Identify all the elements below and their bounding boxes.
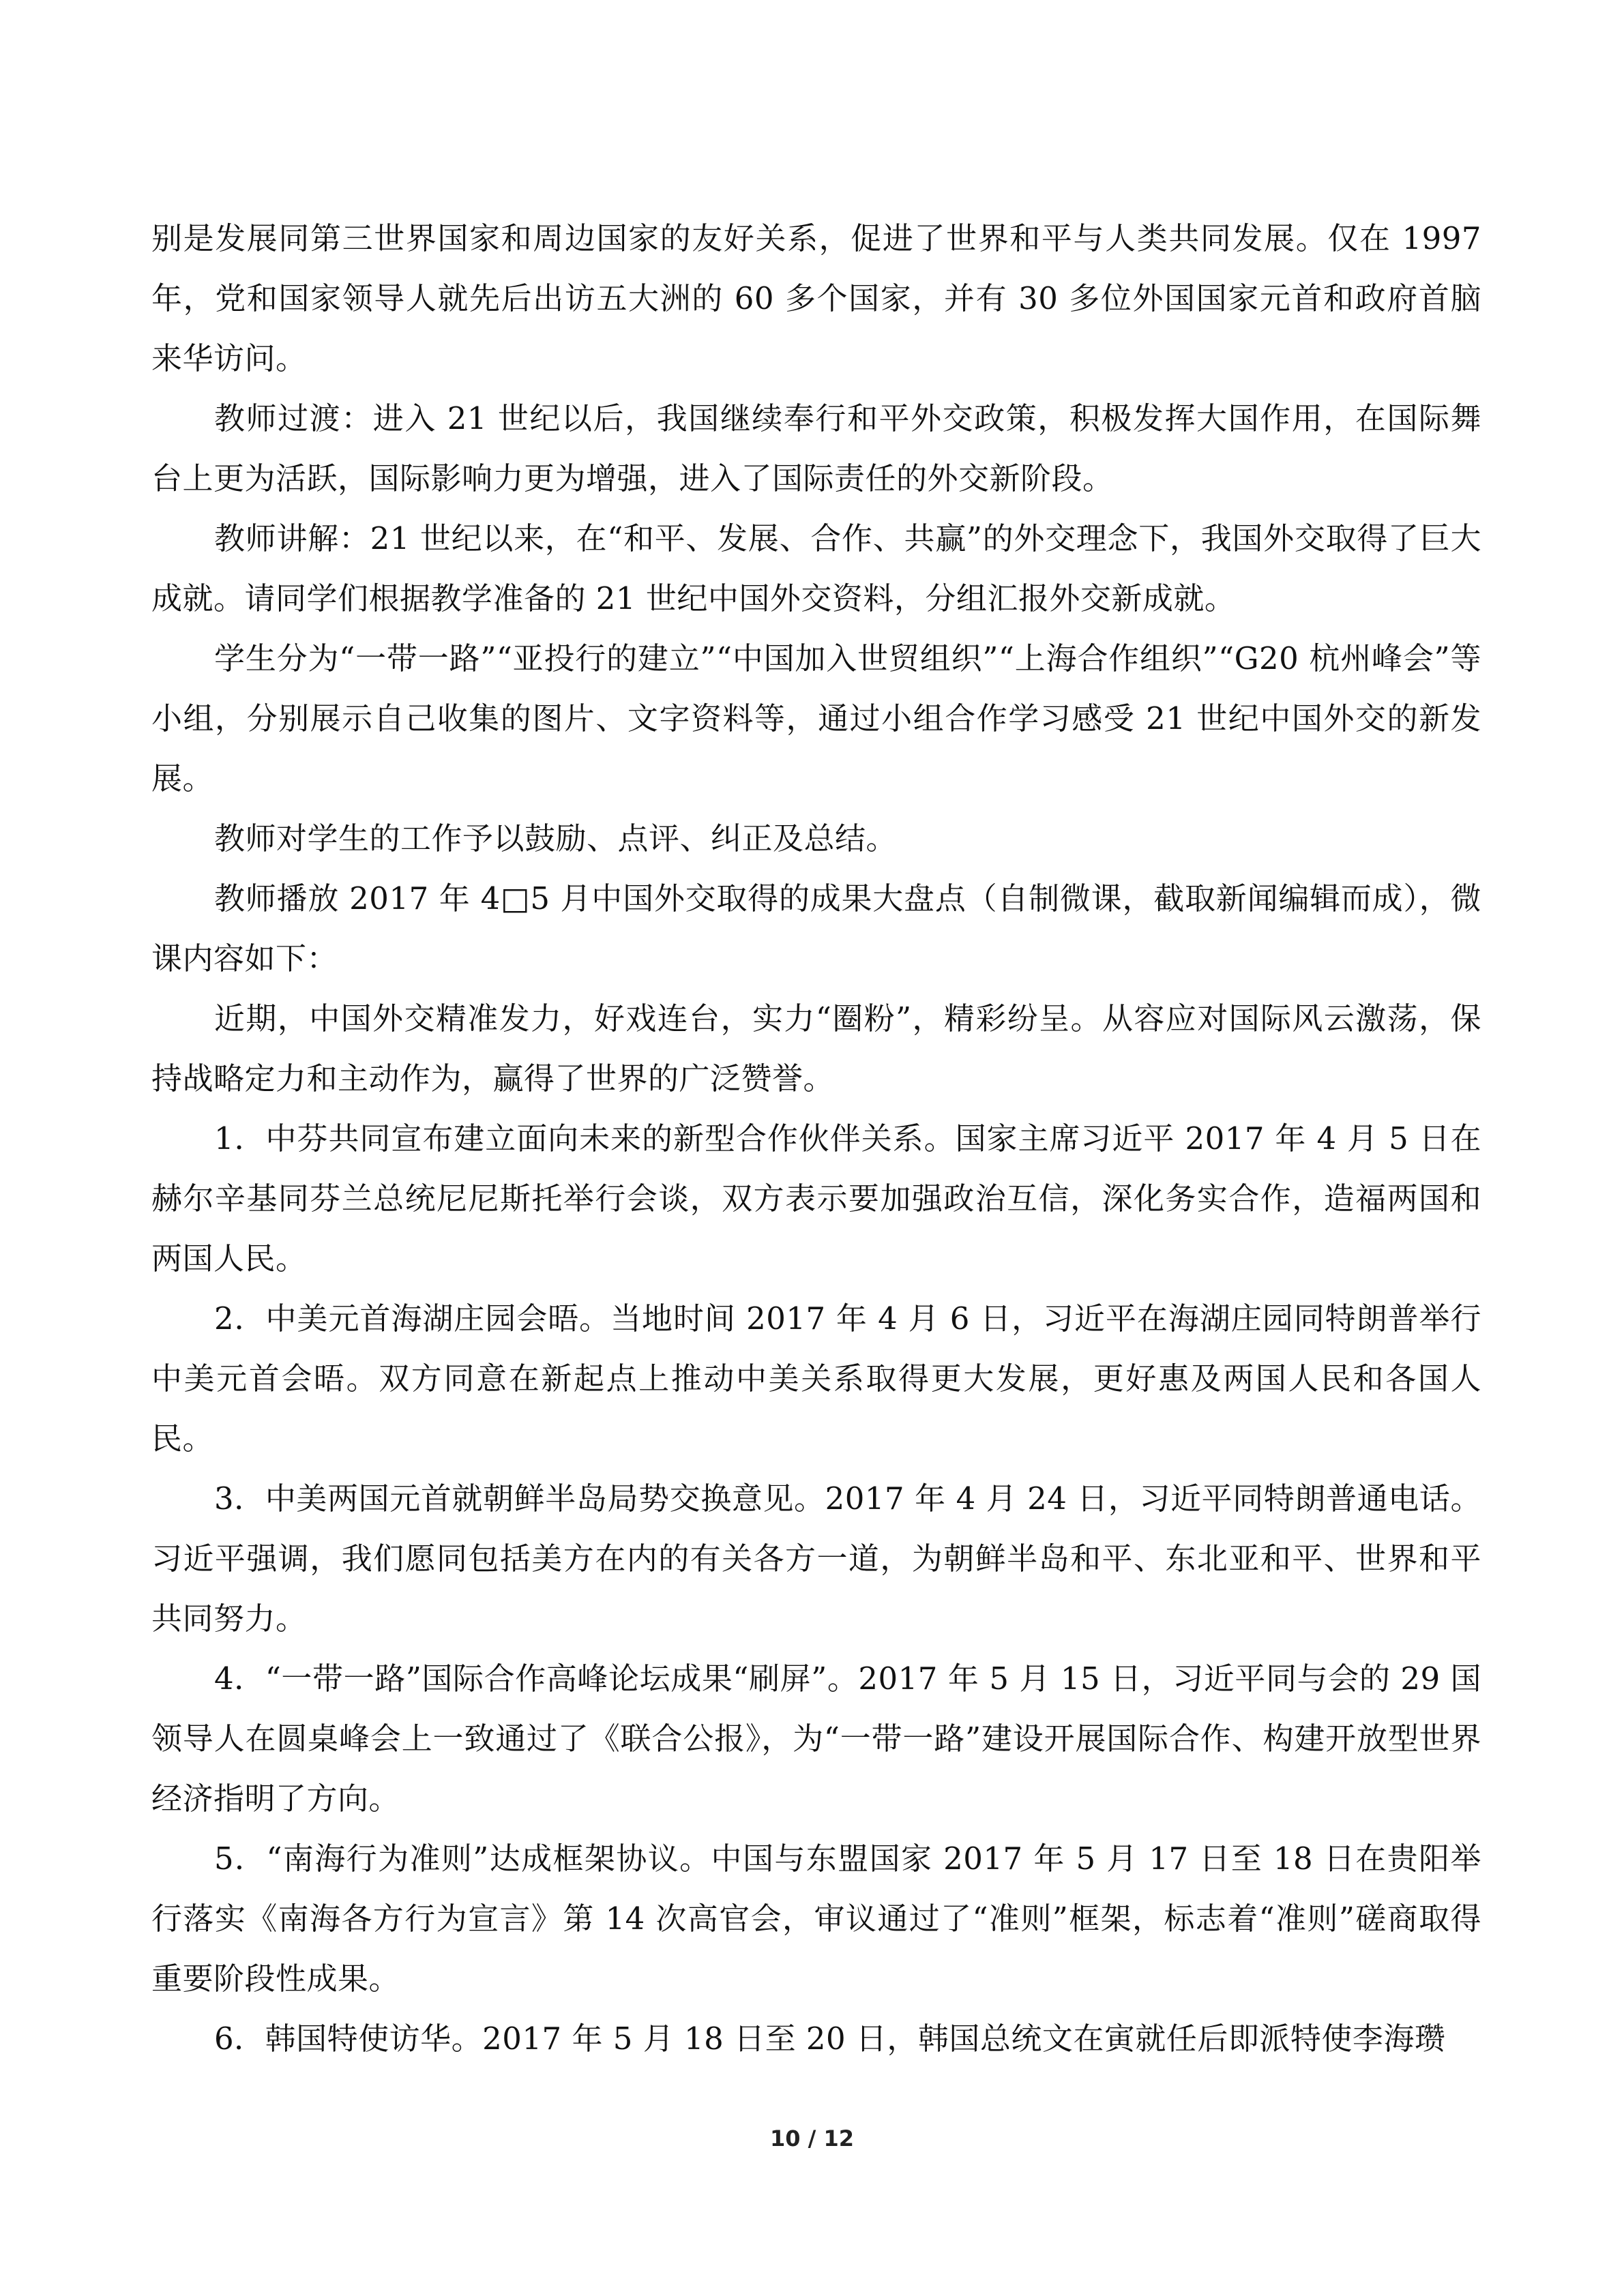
- paragraph-3: 教师讲解：21 世纪以来，在“和平、发展、合作、共赢”的外交理念下，我国外交取得了巨大成就。请同学们根据教学准备的 21 世纪中国外交资料，分组汇报外交新成就。: [151, 520, 1481, 616]
- paragraph-1: 别是发展同第三世界国家和周边国家的友好关系，促进了世界和平与人类共同发展。仅在 1997 年，党和国家领导人就先后出访五大洲的 60 多个国家，并有 30 多位外国国家元首和政府首脑来华访问。: [151, 220, 1481, 376]
- paragraph-2: 教师过渡：进入 21 世纪以后，我国继续奉行和平外交政策，积极发挥大国作用，在国际舞台上更为活跃，国际影响力更为增强，进入了国际责任的外交新阶段。: [151, 400, 1481, 496]
- list-item-2: 2．中美元首海湖庄园会晤。当地时间 2017 年 4 月 6 日，习近平在海湖庄园同特朗普举行中美元首会晤。双方同意在新起点上推动中美关系取得更大发展，更好惠及两国人民和各国人民。: [151, 1300, 1481, 1457]
- list-item-4: 4．“一带一路”国际合作高峰论坛成果“刷屏”。2017 年 5 月 15 日，习近平同与会的 29 国领导人在圆桌峰会上一致通过了《联合公报》，为“一带一路”建设开展国际合作、构建开放型世界经济指明了方向。: [151, 1660, 1481, 1817]
- document-body: [151, 209, 1481, 2069]
- paragraph-6: 教师播放 2017 年 4□5 月中国外交取得的成果大盘点（自制微课，截取新闻编辑而成），微课内容如下：: [151, 880, 1481, 976]
- page-number: 10 / 12: [769, 2126, 855, 2151]
- paragraph-4: 学生分为“一带一路”“亚投行的建立”“中国加入世贸组织”“上海合作组织”“G20 杭州峰会”等小组，分别展示自己收集的图片、文字资料等，通过小组合作学习感受 21 世纪中国外交的新发展。: [151, 640, 1481, 796]
- list-item-6: 6．韩国特使访华。2017 年 5 月 18 日至 20 日，韩国总统文在寅就任后即派特使李海瓒: [214, 2021, 1446, 2057]
- list-item-1: 1．中芬共同宣布建立面向未来的新型合作伙伴关系。国家主席习近平 2017 年 4 月 5 日在赫尔辛基同芬兰总统尼尼斯托举行会谈，双方表示要加强政治互信，深化务实合作，造福两国和两国人民。: [151, 1120, 1481, 1277]
- list-item-5: 5．“南海行为准则”达成框架协议。中国与东盟国家 2017 年 5 月 17 日至 18 日在贵阳举行落实《南海各方行为宣言》第 14 次高官会，审议通过了“准则”框架，标志着“准则”磋商取得重要阶段性成果。: [151, 1840, 1481, 1997]
- paragraph-7: 近期，中国外交精准发力，好戏连台，实力“圈粉”，精彩纷呈。从容应对国际风云激荡，保持战略定力和主动作为，赢得了世界的广泛赞誉。: [151, 1000, 1481, 1097]
- paragraph-5: 教师对学生的工作予以鼓励、点评、纠正及总结。: [214, 820, 898, 856]
- list-item-3: 3．中美两国元首就朝鲜半岛局势交换意见。2017 年 4 月 24 日，习近平同特朗普通电话。习近平强调，我们愿同包括美方在内的有关各方一道，为朝鲜半岛和平、东北亚和平、世界和平共同努力。: [151, 1480, 1481, 1637]
